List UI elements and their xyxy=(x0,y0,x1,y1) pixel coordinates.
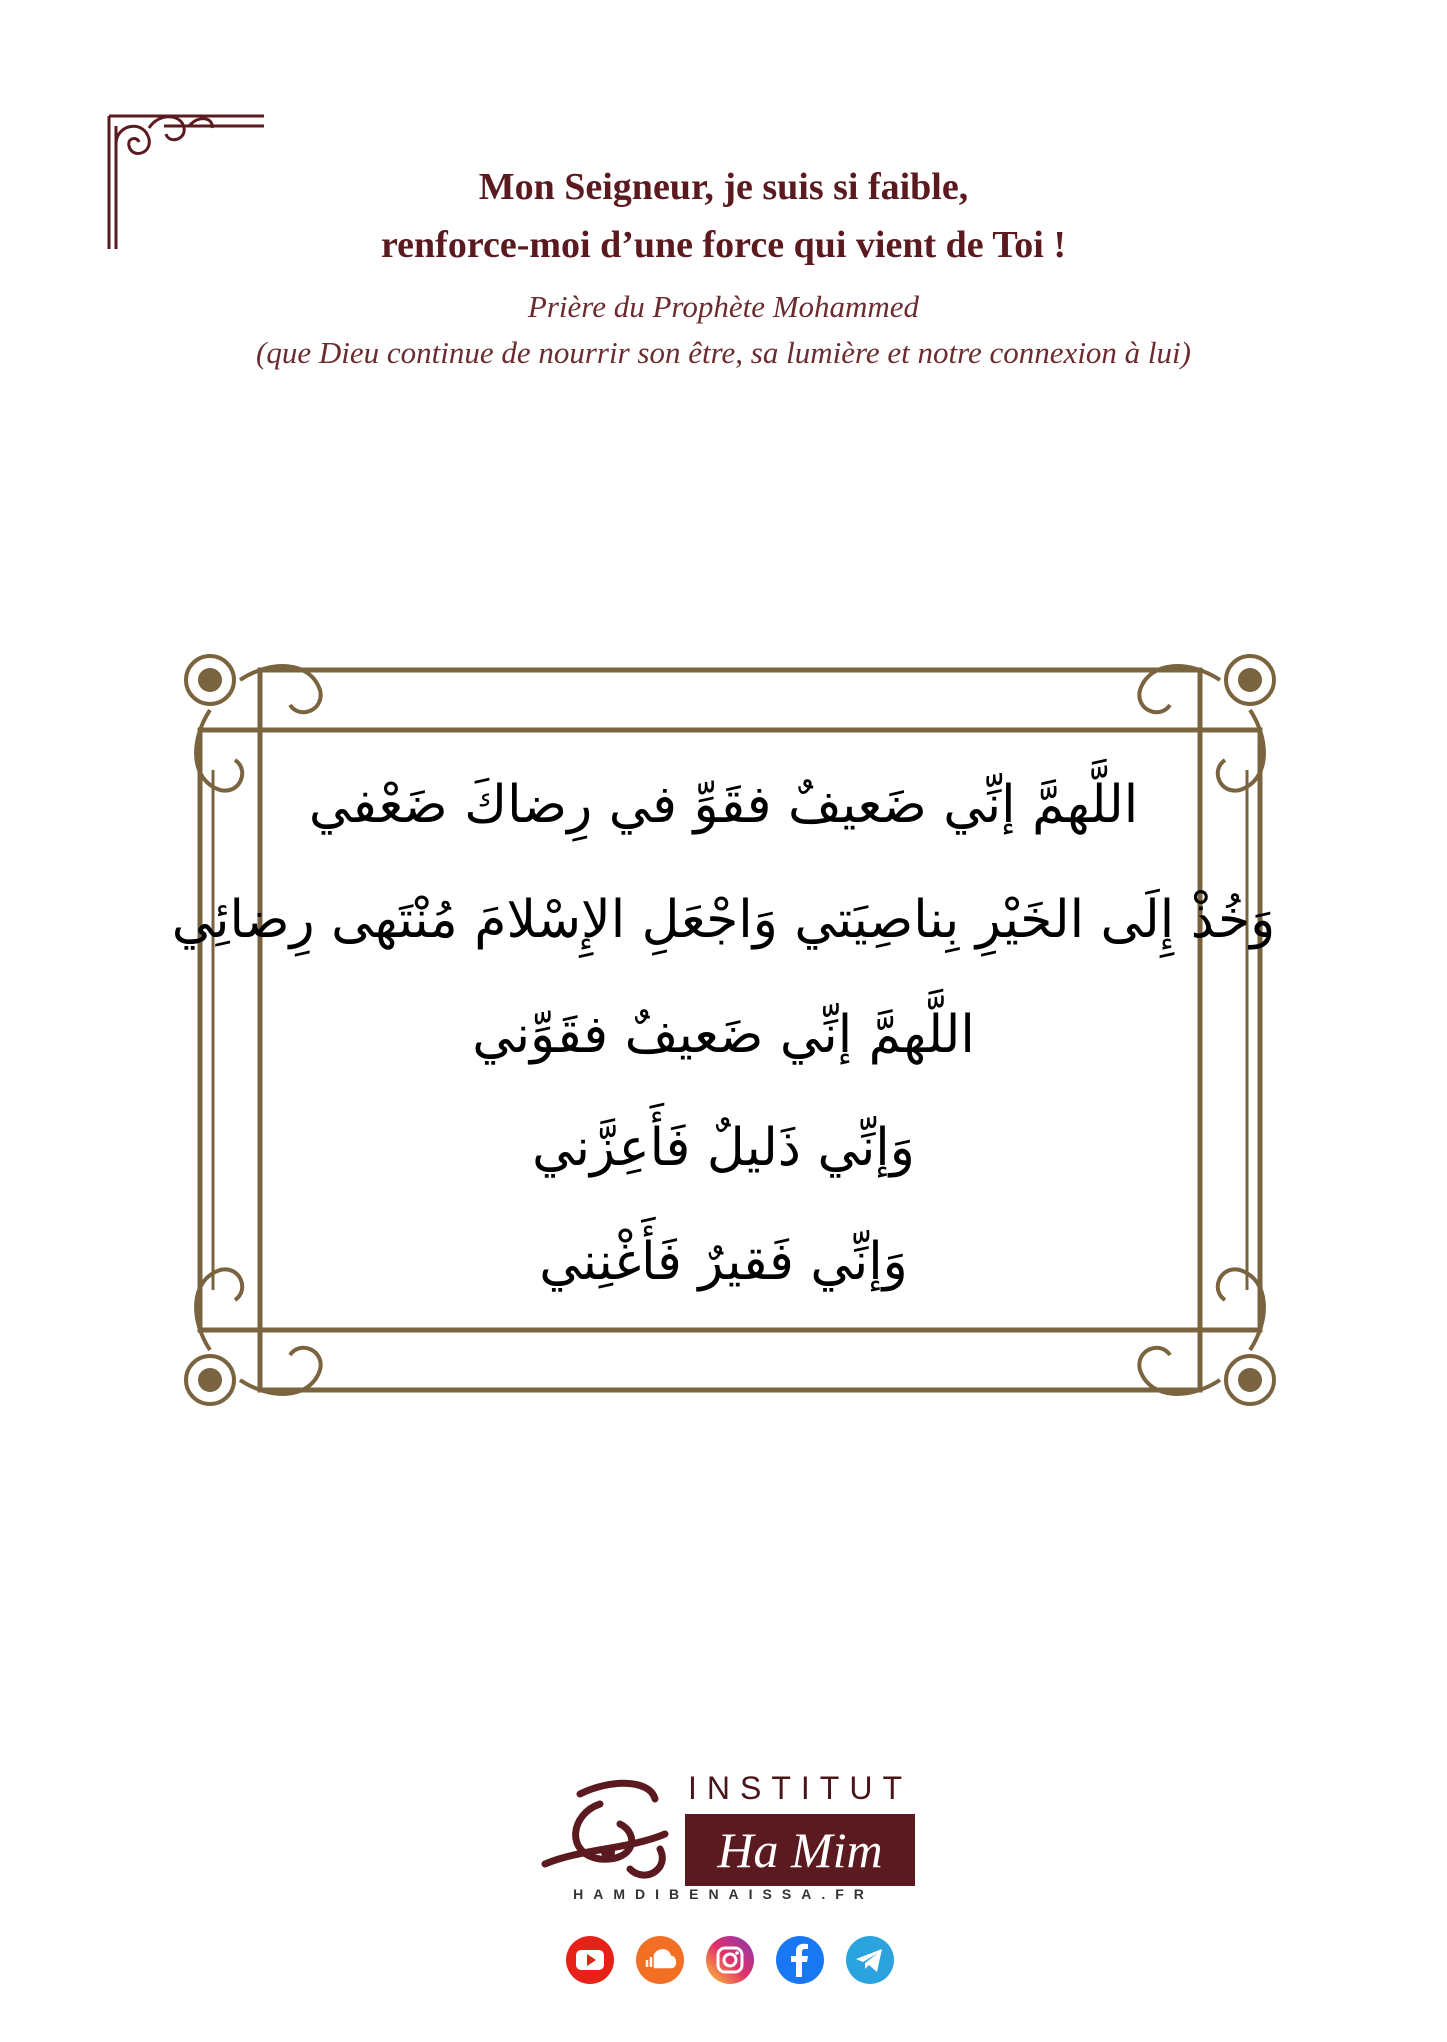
attribution-line-2: (que Dieu continue de nourrir son être, sa lumière et notre connexion à lui) xyxy=(256,335,1191,370)
attribution-line-1: Prière du Prophète Mohammed xyxy=(527,289,920,324)
arabic-line-1: اللَّهمَّ إنِّي ضَعيفٌ فقَوِّ في رِضاكَ ضَعْفي xyxy=(308,775,1139,835)
title-line-1: Mon Seigneur, je suis si faible, xyxy=(478,166,969,208)
calligraphy-mark-icon xyxy=(540,1774,690,1884)
social-links xyxy=(565,1935,905,1995)
facebook-icon[interactable] xyxy=(775,1935,825,1985)
arabic-line-5: وَإنِّي فَقيرٌ فَأَغْنِني xyxy=(539,1232,908,1292)
instagram-icon[interactable] xyxy=(705,1935,755,1985)
website-link[interactable]: HAMDIBENAISSA.FR xyxy=(573,1886,874,1902)
title-line-2: renforce-moi d’une force qui vient de Toi ! xyxy=(380,224,1067,266)
arabic-line-3: اللَّهمَّ إنِّي ضَعيفٌ فقَوِّني xyxy=(472,1005,975,1065)
arabic-line-2: وَخُذْ إِلَى الخَيْرِ بِناصِيَتي وَاجْعَلِ الإِسْلامَ مُنْتَهى رِضائِي xyxy=(171,890,1276,950)
soundcloud-icon[interactable] xyxy=(635,1935,685,1985)
logo-institut-text: INSTITUT xyxy=(688,1770,912,1806)
logo-hamim-box: Ha Mim xyxy=(685,1814,915,1886)
telegram-icon[interactable] xyxy=(845,1935,895,1985)
youtube-icon[interactable] xyxy=(565,1935,615,1985)
arabic-line-4: وَإنِّي ذَليلٌ فَأَعِزَّني xyxy=(532,1118,915,1178)
